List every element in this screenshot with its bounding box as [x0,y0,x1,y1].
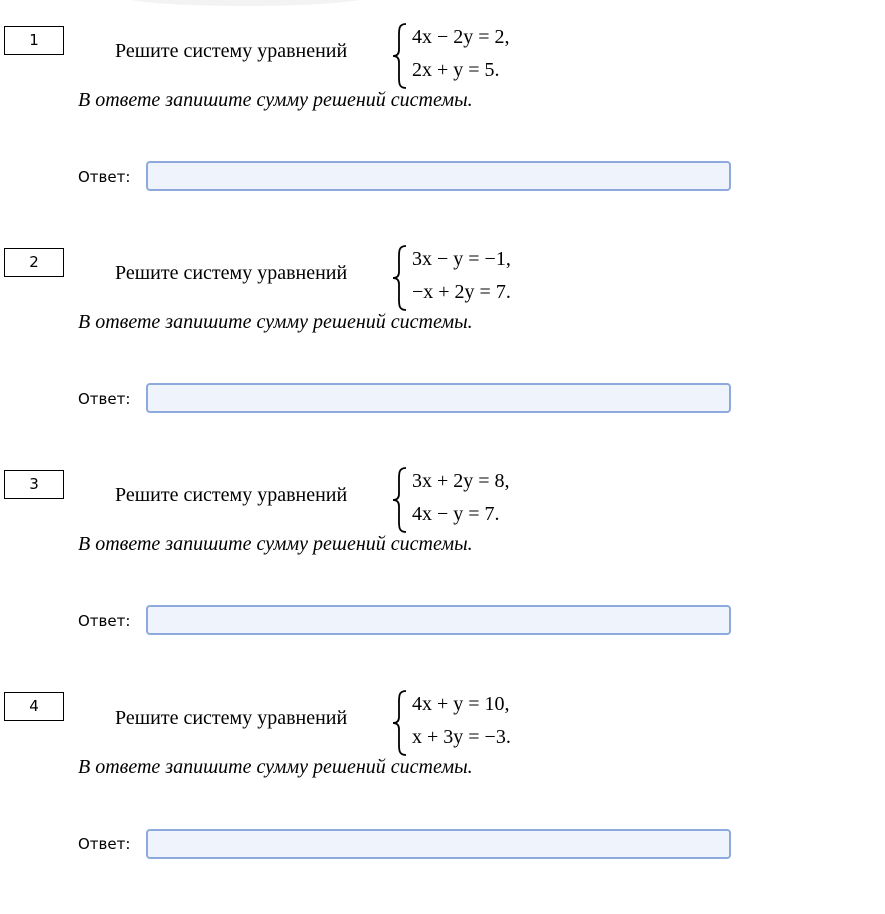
equation-system [392,689,552,757]
answer-label: Ответ: [78,168,131,186]
task-4 [0,692,885,914]
answer-label: Ответ: [78,612,131,630]
equation-system [392,244,552,312]
equation-1: 3x − y = −1, [412,248,511,270]
answer-label: Ответ: [78,835,131,853]
equation-2: x + 3y = −3. [412,726,511,748]
equation-1: 3x + 2y = 8, [412,470,510,492]
equation-2: −x + 2y = 7. [412,281,511,303]
left-brace-icon [392,689,408,757]
task-number-box: 4 [4,692,64,721]
task-note: В ответе запишите сумму решений системы. [78,311,473,333]
task-1 [0,26,885,248]
equation-1: 4x − 2y = 2, [412,26,510,48]
task-prompt: Решите систему уравнений [115,262,348,284]
equation-system [392,466,552,534]
task-3 [0,470,885,692]
left-brace-icon [392,466,408,534]
equation-1: 4x + y = 10, [412,693,510,715]
equation-2: 2x + y = 5. [412,59,500,81]
top-edge-shadow [120,0,370,6]
answer-input[interactable] [146,383,731,413]
task-note: В ответе запишите сумму решений системы. [78,89,473,111]
task-number-box: 2 [4,248,64,277]
answer-input[interactable] [146,829,731,859]
left-brace-icon [392,22,408,90]
task-note: В ответе запишите сумму решений системы. [78,533,473,555]
answer-input[interactable] [146,161,731,191]
task-number-box: 1 [4,26,64,55]
left-brace-icon [392,244,408,312]
equation-2: 4x − y = 7. [412,503,500,525]
task-prompt: Решите систему уравнений [115,484,348,506]
equation-system [392,22,552,90]
answer-input[interactable] [146,605,731,635]
task-prompt: Решите систему уравнений [115,707,348,729]
answer-label: Ответ: [78,390,131,408]
task-prompt: Решите систему уравнений [115,40,348,62]
task-note: В ответе запишите сумму решений системы. [78,756,473,778]
task-number-box: 3 [4,470,64,499]
task-2 [0,248,885,470]
